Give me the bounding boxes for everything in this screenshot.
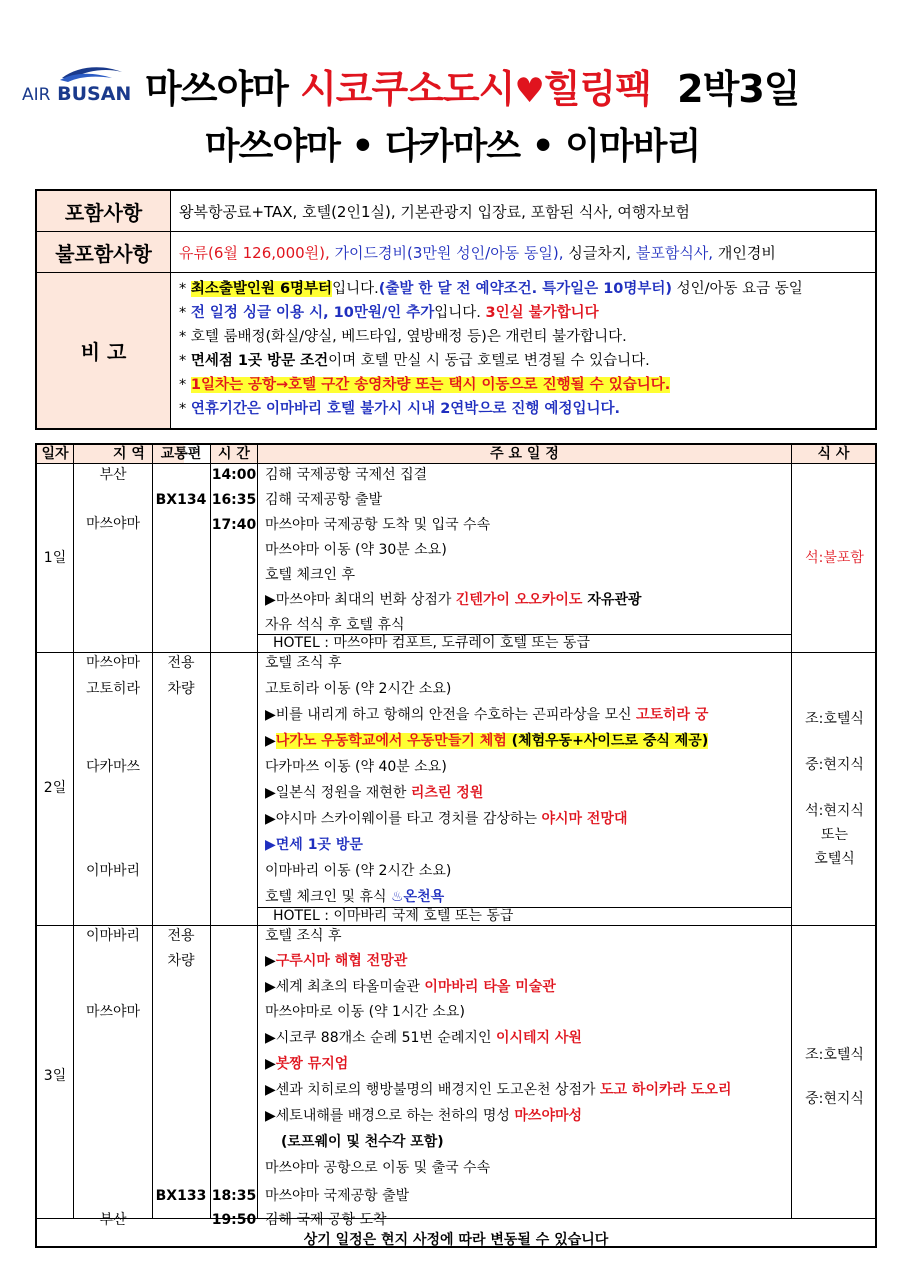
col-region: 지 역 (74, 445, 184, 463)
day3-line-6: ▶봇짱 뮤지엄 (265, 1056, 349, 1072)
remarks-label: 비 고 (37, 273, 171, 428)
day1-meal: 석:불포함 (805, 550, 864, 566)
day2-meal-3: 석:현지식 (805, 803, 864, 819)
included-row (37, 191, 875, 232)
day2-region-4: 이마바리 (85, 863, 141, 879)
day1-line-2: 김해 국제공항 출발 (265, 492, 383, 508)
excluded-meals: 불포함식사, (635, 243, 714, 262)
day3-flight: BX133 (155, 1188, 207, 1204)
day2-line-1: 호텔 조식 후 (265, 655, 342, 671)
day1-region-busan: 부산 (99, 467, 127, 483)
day2-line-6: ▶일본식 정원을 재현한 리츠린 정원 (265, 785, 484, 801)
logo-air: AIR (22, 85, 51, 105)
day2-transport-2: 차량 (167, 681, 195, 697)
hot-spring-icon: ♨온천욕 (391, 889, 445, 905)
logo-text (22, 83, 131, 105)
day3-time-2: 19:50 (211, 1212, 257, 1228)
day2-meal-1: 조:호텔식 (805, 711, 864, 727)
title-shikoku: 시코쿠소도시 (300, 67, 515, 111)
day2-label: 2일 (43, 780, 67, 796)
day3-meal-1: 조:호텔식 (805, 1047, 864, 1063)
day1-line-7: 자유 석식 후 호텔 휴식 (265, 617, 405, 633)
note-1: * 최소출발인원 6명부터입니다.(출발 한 달 전 예약조건. 특가일은 10명부터) 성인/아동 요금 동일 (179, 281, 803, 297)
day2-line-4: ▶나가노 우동학교에서 우동만들기 체험 (체험우동+사이드로 중식 제공) (265, 733, 709, 749)
page-subtitle: 마쓰야마 • 다카마쓰 • 이마바리 (204, 126, 701, 167)
day2-meal-4: 또는 (820, 827, 849, 843)
day2-line-7: ▶야시마 스카이웨이를 타고 경치를 감상하는 야시마 전망대 (265, 811, 628, 827)
day3-transport-2: 차량 (167, 953, 195, 969)
note-3: * 호텔 룸배정(화실/양실, 베드타입, 옆방배정 등)은 개런티 불가합니다. (179, 329, 627, 345)
day3-time-1: 18:35 (211, 1188, 257, 1204)
day1-label: 1일 (43, 550, 67, 566)
page-title (145, 58, 799, 113)
day3-region-1: 이마바리 (85, 928, 141, 944)
day1-region-matsuyama: 마쓰야마 (85, 516, 141, 532)
day1-line-3: 마쓰야마 국제공항 도착 및 입국 수속 (265, 517, 491, 533)
schedule-table (35, 443, 877, 1248)
day2-region-1: 마쓰야마 (85, 655, 141, 671)
note-6: * 연휴기간은 이마바리 호텔 불가시 시내 2연박으로 진행 예정입니다. (179, 401, 620, 417)
day3-region-3: 부산 (99, 1212, 127, 1228)
day1-time-1: 14:00 (211, 467, 257, 483)
day2-meal-5: 호텔식 (814, 851, 855, 867)
title-healing: 힐링팩 (543, 67, 651, 111)
day2-region-2: 고토히라 (85, 681, 141, 697)
excluded-fuel: 유류(6월 126,000원), (179, 243, 330, 262)
day2-line-3: ▶비를 내리게 하고 항해의 안전을 수호하는 곤피라상을 모신 고토히라 궁 (265, 707, 709, 723)
day3-transport-1: 전용 (167, 928, 195, 944)
day1-time-2: 16:35 (211, 492, 257, 508)
title-matsuyama: 마쓰야마 (145, 67, 288, 111)
col-transport: 교통편 (160, 446, 202, 462)
day1-line-4: 마쓰야마 이동 (약 30분 소요) (265, 542, 447, 558)
day3-line-3: ▶세계 최초의 타올미술관 이마바리 타올 미술관 (265, 979, 556, 995)
day2-line-2: 고토히라 이동 (약 2시간 소요) (265, 681, 452, 697)
excluded-row (37, 232, 875, 273)
note-5: * 1일차는 공항→호텔 구간 송영차량 또는 택시 이동으로 진행될 수 있습니다. (179, 377, 671, 393)
day2-hotel: HOTEL : 이마바리 국제 호텔 또는 동급 (273, 908, 514, 924)
day2-line-8: ▶면세 1곳 방문 (265, 837, 363, 853)
logo-busan: BUSAN (57, 83, 132, 105)
day1-hotel: HOTEL : 마쓰야마 컴포트, 도큐레이 호텔 또는 동급 (273, 635, 590, 651)
day3-line-12: 김해 국제 공항 도착 (265, 1212, 387, 1228)
heart-icon: ♥ (514, 71, 544, 111)
excluded-label: 불포함사항 (37, 232, 171, 272)
day2-line-5: 다카마쓰 이동 (약 40분 소요) (265, 759, 447, 775)
info-table (35, 189, 877, 430)
day2-region-3: 다카마쓰 (85, 759, 141, 775)
remarks-row (37, 273, 875, 428)
day1-time-3: 17:40 (211, 517, 257, 533)
day3-line-7: ▶센과 치히로의 행방불명의 배경지인 도고온천 상점가 도고 하이카라 도오리 (265, 1082, 732, 1098)
day2-line-9: 이마바리 이동 (약 2시간 소요) (265, 863, 452, 879)
remarks-notes (179, 277, 803, 421)
day3-meal-2: 중:현지식 (805, 1091, 864, 1107)
note-4: * 면세점 1곳 방문 조건이며 호텔 만실 시 동급 호텔로 변경될 수 있습니다. (179, 353, 650, 369)
excluded-personal: 개인경비 (717, 243, 776, 262)
note-2: * 전 일정 싱글 이용 시, 10만원/인 추가입니다. 3인실 불가합니다 (179, 305, 599, 321)
day2-transport-1: 전용 (167, 655, 195, 671)
day3-line-5: ▶시코쿠 88개소 순례 51번 순례지인 이시테지 사원 (265, 1030, 582, 1046)
day3-line-10: 마쓰야마 공항으로 이동 및 출국 수속 (265, 1160, 491, 1176)
day3-line-2: ▶구루시마 해협 전망관 (265, 953, 408, 969)
day1-line-6: ▶마쓰야마 최대의 번화 상점가 긴텐가이 오오카이도 자유관광 (265, 592, 642, 608)
day3-line-4: 마쓰야마로 이동 (약 1시간 소요) (265, 1004, 465, 1020)
day3-region-2: 마쓰야마 (85, 1004, 141, 1020)
day1-line-5: 호텔 체크인 후 (265, 567, 356, 583)
day2-meal-2: 중:현지식 (805, 757, 864, 773)
day1-line-1: 김해 국제공항 국제선 집결 (265, 467, 428, 483)
col-day: 일자 (37, 445, 73, 463)
col-time: 시 간 (211, 445, 257, 463)
day3-line-8: ▶세토내해를 배경으로 하는 천하의 명성 마쓰야마성 (265, 1108, 583, 1124)
day3-line-1: 호텔 조식 후 (265, 928, 342, 944)
excluded-text (179, 232, 776, 272)
excluded-single: 싱글차지, (568, 243, 632, 262)
col-meals: 식 사 (792, 445, 875, 463)
day2-line-10: 호텔 체크인 및 휴식 ♨온천욕 (265, 889, 445, 905)
day1-flight: BX134 (155, 492, 207, 508)
included-text: 왕복항공료+TAX, 호텔(2인1실), 기본관광지 입장료, 포함된 식사, 여행자보험 (179, 202, 690, 221)
schedule-footer-note: 상기 일정은 현지 사정에 따라 변동될 수 있습니다 (303, 1232, 609, 1248)
included-label: 포함사항 (37, 191, 171, 231)
day3-label: 3일 (43, 1068, 67, 1084)
excluded-guide: 가이드경비(3만원 성인/아동 동일), (334, 243, 564, 262)
col-itinerary: 주 요 일 정 (258, 445, 791, 463)
day3-line-11: 마쓰야마 국제공항 출발 (265, 1188, 410, 1204)
title-duration: 2박3일 (677, 67, 800, 111)
day3-line-9: (로프웨이 및 천수각 포함) (281, 1134, 444, 1150)
